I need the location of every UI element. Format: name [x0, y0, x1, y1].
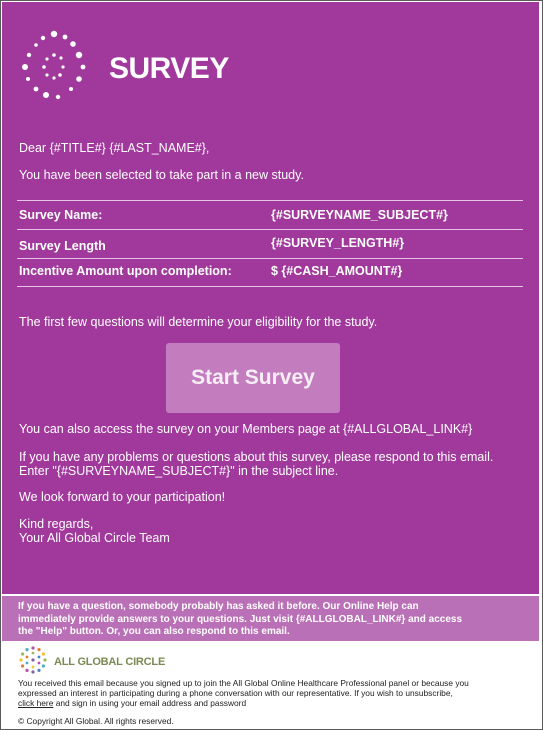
sign-off: Kind regards,	[19, 517, 94, 531]
divider	[17, 286, 523, 287]
all-global-circle-logo-icon	[18, 645, 48, 675]
team-signature: Your All Global Circle Team	[19, 531, 170, 545]
details-label: Survey Length	[19, 239, 106, 253]
details-label: Survey Name:	[19, 208, 103, 222]
disclaimer-line: You received this email because you signed up to join the All Global Online Healthcare Professional panel or because you	[18, 678, 469, 688]
details-label: Incentive Amount upon completion:	[19, 264, 232, 278]
details-value: {#SURVEYNAME_SUBJECT#}	[271, 208, 448, 222]
start-survey-button[interactable]: Start Survey	[166, 343, 340, 413]
help-line: If you have a question, somebody probably has asked it before. Our Online Help can	[18, 601, 419, 612]
unsubscribe-link[interactable]: click here	[18, 698, 54, 708]
greeting: Dear {#TITLE#} {#LAST_NAME#},	[19, 141, 210, 155]
footer-brand-name: ALL GLOBAL CIRCLE	[54, 656, 166, 668]
divider	[17, 200, 523, 201]
details-value: $ {#CASH_AMOUNT#}	[271, 264, 403, 278]
details-value: {#SURVEY_LENGTH#}	[271, 236, 405, 250]
disclaimer-unsubscribe-line	[18, 698, 524, 709]
help-line: immediately provide answers to your questions. Just visit {#ALLGLOBAL_LINK#} and access	[18, 613, 463, 625]
survey-dots-icon	[16, 28, 98, 108]
members-page-note: You can also access the survey on your Members page at {#ALLGLOBAL_LINK#}	[19, 422, 473, 436]
intro-text: You have been selected to take part in a new study.	[19, 168, 304, 182]
disclaimer-line: expressed an interest in participating during a phone conversation with our representative. If you wish to unsubscribe,	[18, 688, 453, 698]
subject-line-text: Enter "{#SURVEYNAME_SUBJECT#}" in the subject line.	[19, 464, 339, 478]
copyright-text: © Copyright All Global. All rights reserved.	[18, 716, 174, 726]
look-forward-text: We look forward to your participation!	[19, 490, 226, 504]
survey-logo-text: SURVEY	[109, 52, 229, 85]
problems-text: If you have any problems or questions about this survey, please respond to this email.	[19, 450, 494, 464]
divider	[17, 258, 523, 259]
eligibility-text: The first few questions will determine your eligibility for the study.	[19, 315, 378, 329]
divider	[17, 229, 523, 230]
help-line: the "Help" button. Or, you can also respond to this email.	[18, 626, 290, 637]
disclaimer-tail: and sign in using your email address and password	[53, 698, 247, 708]
help-text	[18, 601, 518, 639]
